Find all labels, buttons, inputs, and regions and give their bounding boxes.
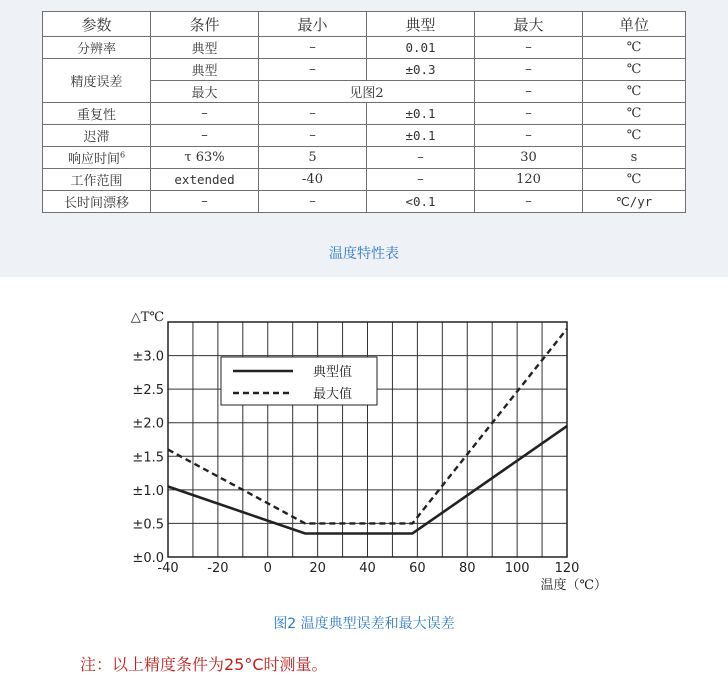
condition-cell: 典型 (151, 37, 259, 59)
x-tick-label: 0 (263, 561, 272, 576)
y-tick-label: ±1.5 (132, 450, 164, 466)
unit-cell: ℃ (583, 103, 686, 125)
condition-cell: – (151, 103, 259, 125)
y-tick-label: ±3.0 (132, 349, 164, 365)
condition-cell: 典型 (151, 59, 259, 81)
max-cell: 30 (475, 147, 583, 169)
legend-label: 最大值 (313, 387, 353, 402)
typical-cell: ±0.3 (367, 59, 475, 81)
table-row (43, 191, 686, 213)
error-chart (0, 300, 728, 610)
typical-cell: – (367, 169, 475, 191)
table-row (43, 169, 686, 191)
unit-cell: s (583, 147, 686, 169)
typical-cell: ±0.1 (367, 103, 475, 125)
see-figure-cell: 见图2 (259, 81, 475, 103)
header-min: 最小 (259, 12, 367, 37)
y-tick-label: ±0.5 (132, 517, 164, 533)
typical-cell: – (367, 147, 475, 169)
y-tick-label: ±2.0 (132, 416, 164, 432)
table-row (43, 37, 686, 59)
min-cell: – (259, 59, 367, 81)
min-cell: – (259, 191, 367, 213)
condition-cell: extended (151, 169, 259, 191)
param-cell: 分辨率 (43, 37, 151, 59)
header-typical: 典型 (367, 12, 475, 37)
condition-cell: – (151, 125, 259, 147)
header-param: 参数 (43, 12, 151, 37)
min-cell: 5 (259, 147, 367, 169)
min-cell: – (259, 103, 367, 125)
measurement-note: 注：以上精度条件为25°C时测量。 (80, 655, 328, 674)
legend-label: 典型值 (313, 365, 353, 380)
param-cell (43, 147, 151, 169)
legend-box (221, 357, 377, 405)
param-label: 响应时间 (67, 152, 120, 167)
param-cell: 工作范围 (43, 169, 151, 191)
typical-cell: ±0.1 (367, 125, 475, 147)
table-row (43, 59, 686, 81)
x-tick-label: 40 (359, 561, 376, 576)
footnote-marker: 6 (119, 150, 126, 160)
unit-cell: ℃ (583, 169, 686, 191)
x-tick-label: 100 (504, 561, 530, 576)
max-cell: – (475, 125, 583, 147)
table-row (43, 103, 686, 125)
x-tick-label: 20 (309, 561, 326, 576)
chart-caption: 图2 温度典型误差和最大误差 (273, 616, 455, 632)
typical-cell: 0.01 (367, 37, 475, 59)
condition-cell: τ 63% (151, 147, 259, 169)
unit-cell: ℃ (583, 59, 686, 81)
min-cell: -40 (259, 169, 367, 191)
param-cell: 迟滞 (43, 125, 151, 147)
x-tick-label: -20 (207, 561, 229, 576)
min-cell: – (259, 37, 367, 59)
y-tick-label: ±0.0 (132, 551, 164, 566)
table-row (43, 147, 686, 169)
x-axis-label: 温度（℃） (540, 578, 607, 593)
header-condition: 条件 (151, 12, 259, 37)
param-cell: 长时间漂移 (43, 191, 151, 213)
condition-cell: – (151, 191, 259, 213)
table-header-row (43, 12, 686, 37)
condition-cell: 最大 (151, 81, 259, 103)
max-cell: – (475, 81, 583, 103)
unit-cell: ℃ (583, 81, 686, 103)
header-unit: 单位 (583, 12, 686, 37)
x-tick-label: 80 (458, 561, 476, 576)
y-axis-label: △T℃ (130, 310, 164, 325)
x-tick-label: 60 (409, 561, 426, 576)
unit-cell: ℃/yr (583, 191, 686, 213)
param-cell: 精度误差 (43, 59, 151, 103)
header-max: 最大 (475, 12, 583, 37)
max-cell: – (475, 103, 583, 125)
unit-cell: ℃ (583, 125, 686, 147)
max-cell: – (475, 37, 583, 59)
max-cell: – (475, 59, 583, 81)
error-chart-svg (0, 300, 728, 610)
spec-panel (0, 0, 728, 277)
temperature-spec-table (42, 11, 686, 213)
min-cell: – (259, 125, 367, 147)
y-tick-label: ±2.5 (132, 383, 164, 399)
x-tick-label: 120 (554, 561, 580, 576)
x-tick-label: -40 (157, 561, 179, 576)
typical-cell: <0.1 (367, 191, 475, 213)
unit-cell: ℃ (583, 37, 686, 59)
table-caption: 温度特性表 (329, 246, 399, 262)
y-tick-label: ±1.0 (132, 483, 164, 499)
param-cell: 重复性 (43, 103, 151, 125)
max-cell: 120 (475, 169, 583, 191)
table-row (43, 125, 686, 147)
max-cell: – (475, 191, 583, 213)
